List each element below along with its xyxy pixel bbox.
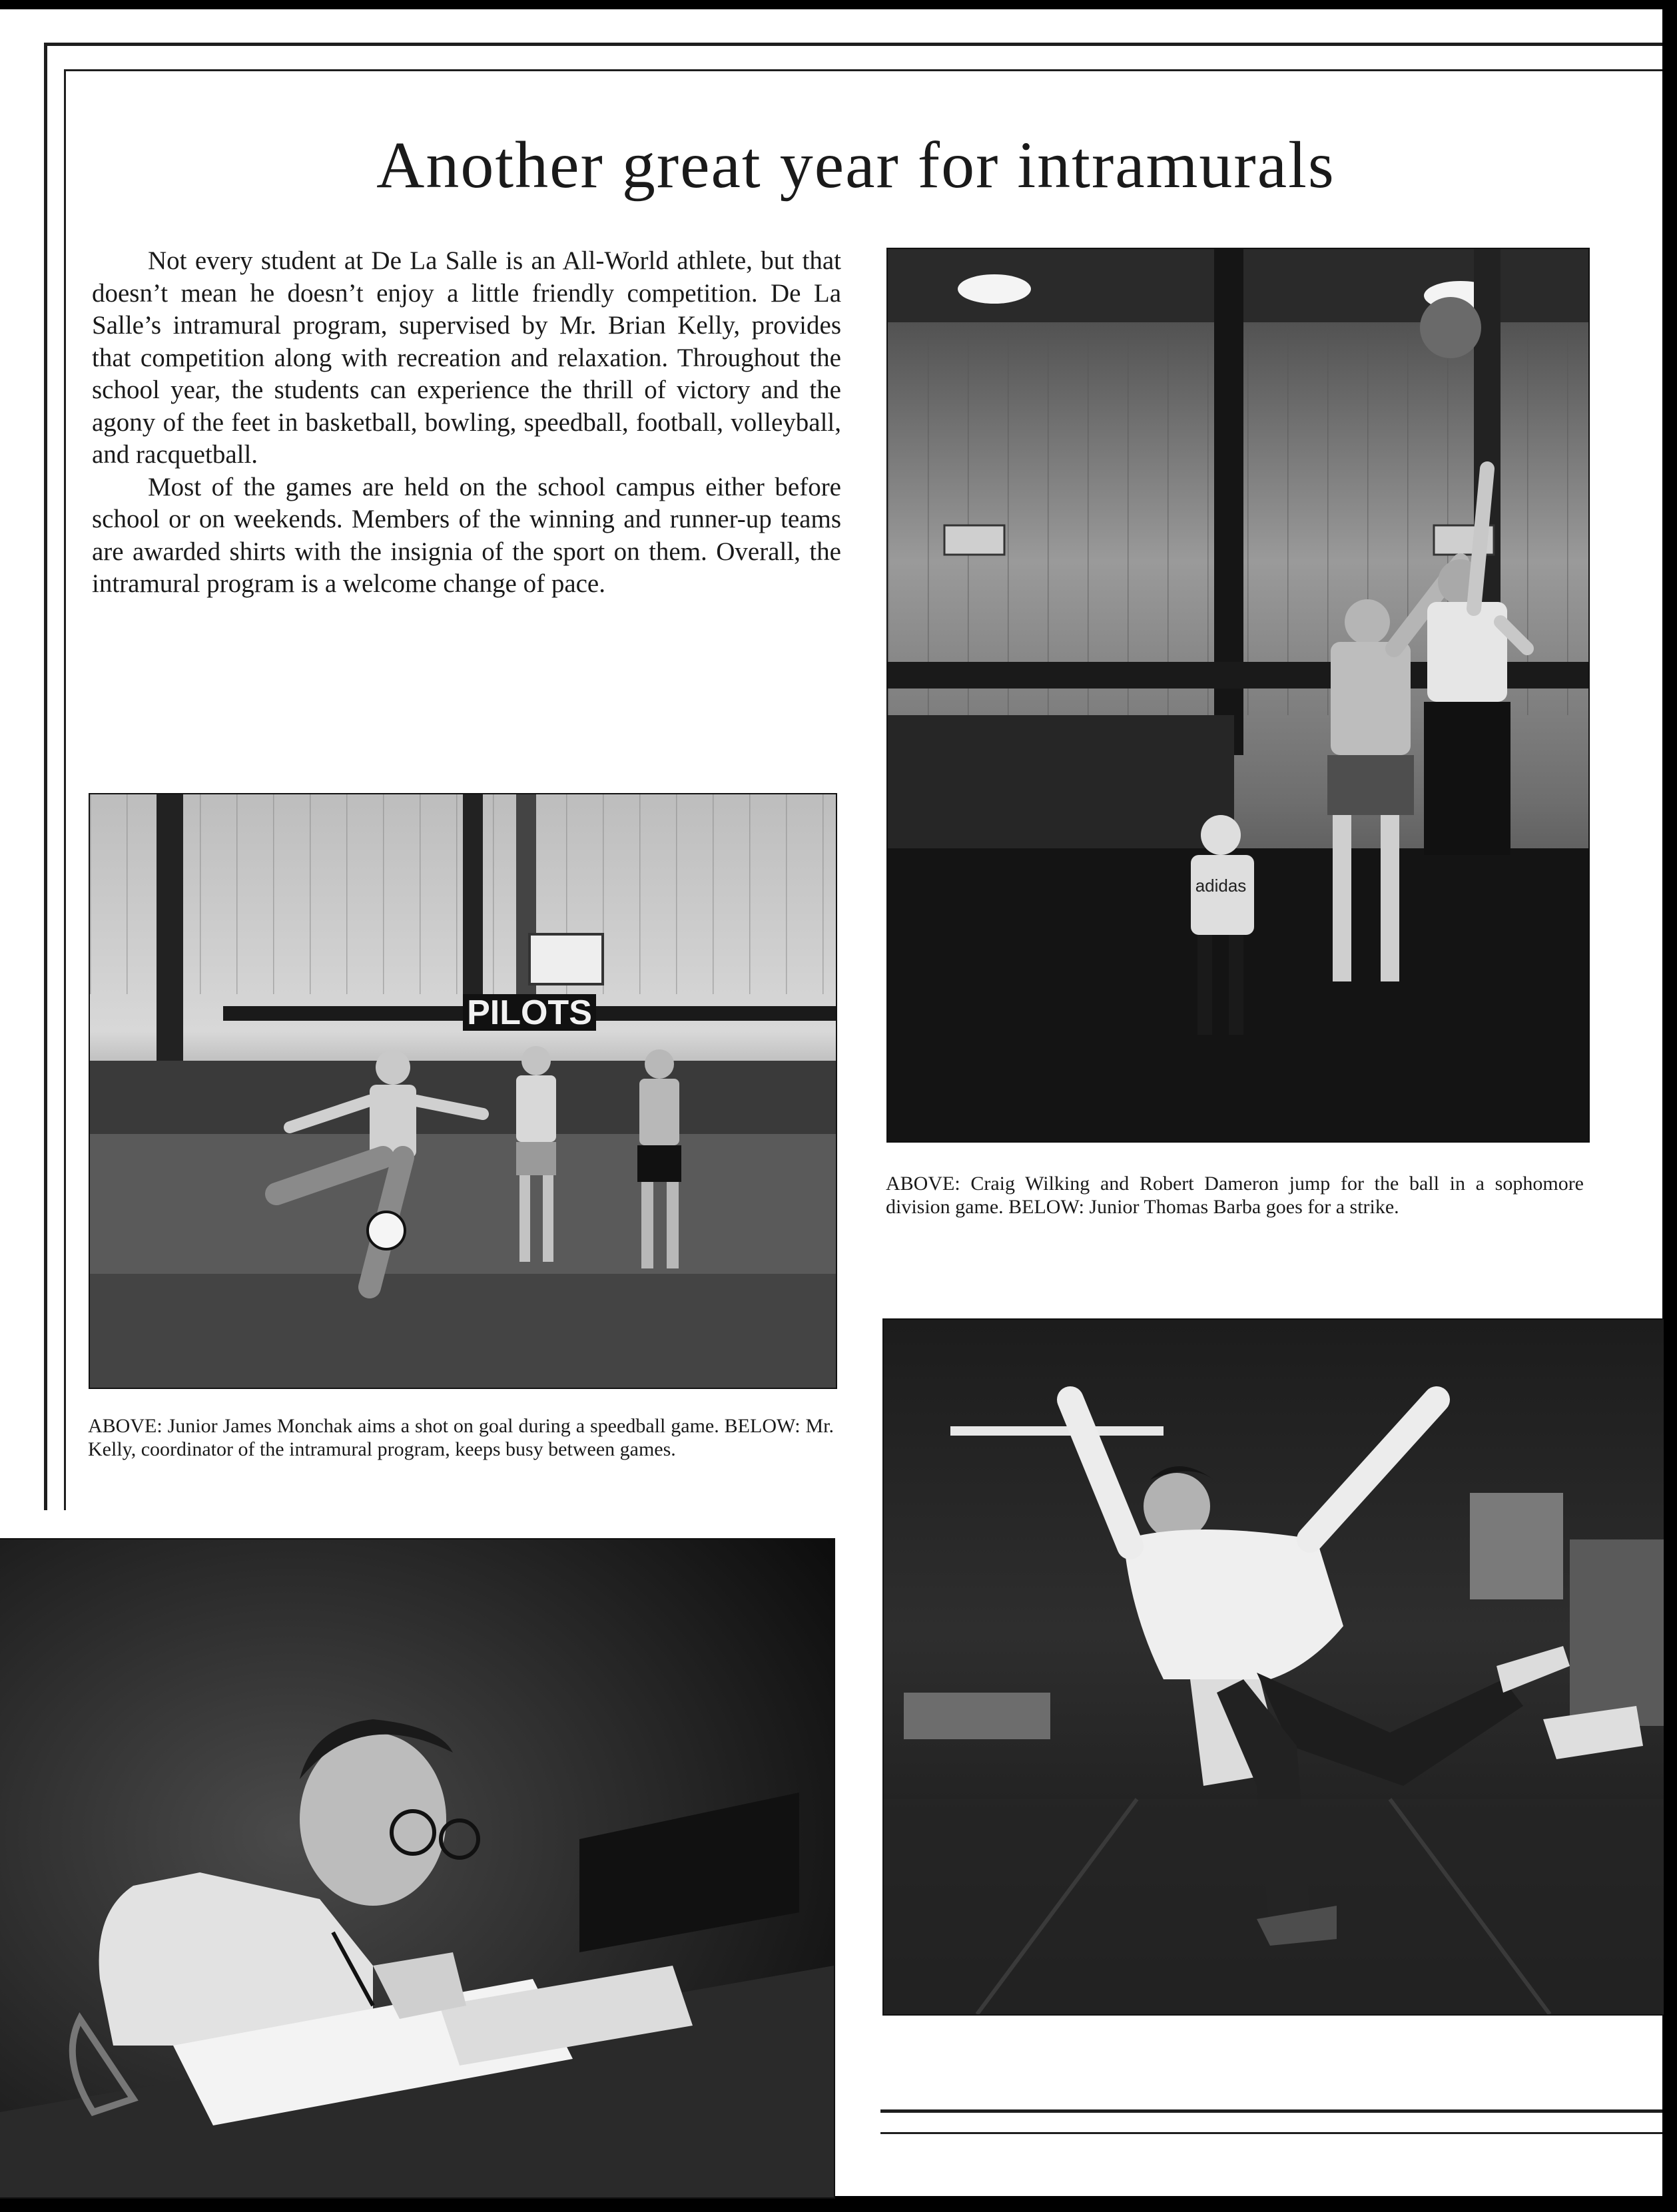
page-title: Another great year for intramurals	[376, 128, 1335, 202]
border-left-inner-rule	[64, 69, 66, 1510]
article-body	[92, 245, 841, 601]
border-top-outer-rule	[44, 43, 1662, 46]
speedball-game-photo	[89, 793, 837, 1389]
caption-basketball-and-bowling: ABOVE: Craig Wilking and Robert Dameron jump for the ball in a sophomore division game. BELOW: Junior Thomas Barba goes for a strike.	[886, 1173, 1584, 1218]
border-left-outer-rule	[44, 43, 47, 1510]
border-bottom-outer-rule	[880, 2109, 1662, 2113]
pilots-banner-text: PILOTS	[467, 993, 592, 1032]
shirt-logo-text: adidas	[1195, 876, 1247, 896]
border-top-inner-rule	[64, 69, 1662, 71]
scan-edge-top	[0, 0, 1677, 9]
article-paragraph: Most of the games are held on the school campus either before school or on weekends. Members of the winning and runner-up teams are awarded shirts with the insignia of the sport on them. Overall, the intramural program is a welcome change of pace.	[92, 472, 841, 598]
border-bottom-inner-rule	[880, 2132, 1662, 2134]
bowling-strike-photo	[882, 1318, 1664, 2016]
mr-kelly-scorekeeping-photo	[0, 1538, 835, 2199]
article-paragraph: Not every student at De La Salle is an All-World athlete, but that doesn’t mean he doesn’t enjoy a little friendly competition. De La Salle’s intramural program, supervised by Mr. Brian Kelly, provides that competition along with recreation and relaxation. Throughout the school year, the students can experience the thrill of victory and the agony of the feet in basketball, bowling, speedball, football, volleyball, and racquetball.	[92, 246, 841, 469]
basketball-jump-ball-photo	[886, 248, 1590, 1143]
scan-edge-right	[1662, 0, 1677, 2212]
caption-speedball-and-kelly: ABOVE: Junior James Monchak aims a shot on goal during a speedball game. BELOW: Mr. Kelly, coordinator of the intramural program, keeps busy between games.	[88, 1415, 834, 1460]
